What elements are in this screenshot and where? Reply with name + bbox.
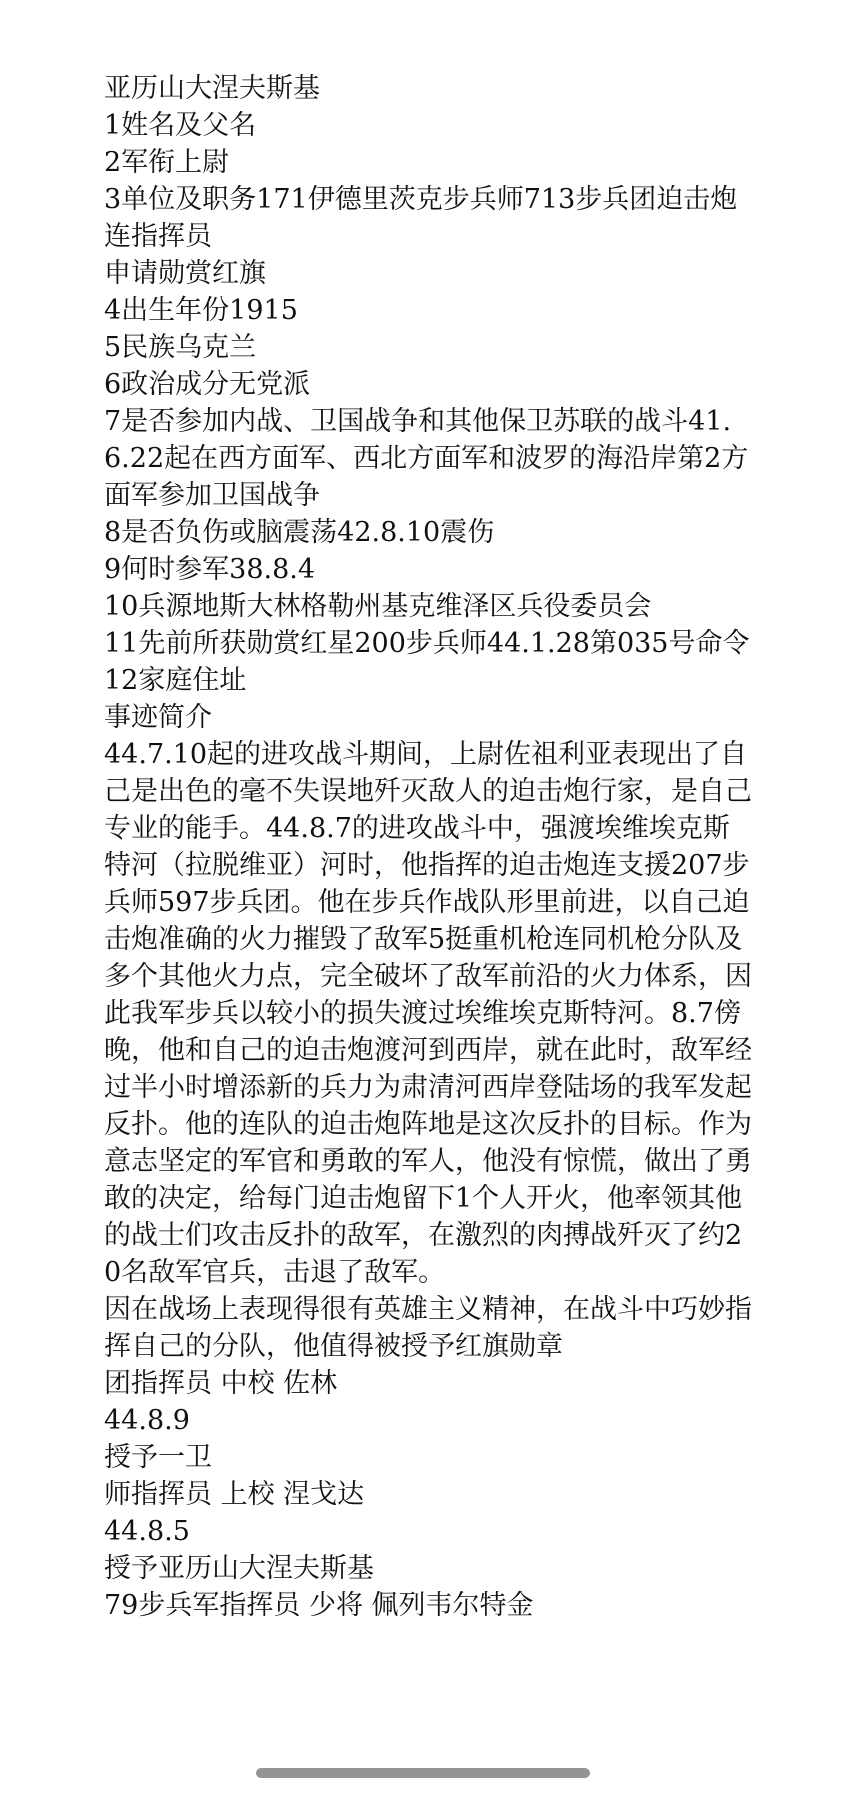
field-party: 6政治成分无党派 [104,369,311,400]
recommendation-conclusion: 因在战场上表现得很有英雄主义精神，在战斗中巧妙指挥自己的分队，他值得被授予红旗勋章 [104,1294,752,1362]
field-wounds: 8是否负伤或脑震荡42.8.10震伤 [104,517,495,548]
field-rank: 2军衔上尉 [104,147,230,178]
field-name-patronymic: 1姓名及父名 [104,110,257,141]
division-decision: 授予一卫 [104,1442,212,1473]
regiment-commander-signature: 团指挥员 中校 佐林 [104,1368,338,1399]
division-date: 44.8.5 [104,1516,190,1547]
field-previous-awards: 11先前所获勋赏红星200步兵师44.1.28第035号命令 [104,628,750,659]
field-enlistment-date: 9何时参军38.8.4 [104,554,316,585]
summary-paragraph: 44.7.10起的进攻战斗期间，上尉佐祖利亚表现出了自己是出色的毫不失误地歼灭敌人的迫击炮行家，是自己专业的能手。44.8.7的进攻战斗中，强渡埃维埃克斯特河（拉脱维亚）河时，他指挥的迫击炮连支援207步兵师597步兵团。他在步兵作战队形里前进，以自己迫击炮准确的火力摧毁了敌军5挺重机枪连同机枪分队及多个其他火力点，完全破坏了敌军前沿的火力体系，因此我军步兵以较小的损失渡过埃维埃克斯特河。8.7傍晚，他和自己的迫击炮渡河到西岸，就在此时，敌军经过半小时增添新的兵力为肃清河西岸登陆场的我军发起反扑。他的连队的迫击炮阵地是这次反扑的目标。作为意志坚定的军官和勇敢的军人，他没有惊慌，做出了勇敢的决定，给每门迫击炮留下1个人开火，他率领其他的战士们攻击反扑的敌军，在激烈的肉搏战歼灭了约20名敌军官兵，击退了敌军。 [104,739,752,1288]
regiment-date: 44.8.9 [104,1405,190,1436]
field-combat-service: 7是否参加内战、卫国战争和其他保卫苏联的战斗41.6.22起在西方面军、西北方面军和波罗的海沿岸第2方面军参加卫国战争 [104,406,749,511]
field-nationality: 5民族乌克兰 [104,332,257,363]
division-commander-signature: 师指挥员 上校 涅戈达 [104,1479,365,1510]
home-indicator-bar[interactable] [256,1768,590,1778]
field-birth-year: 4出生年份1915 [104,295,298,326]
header-award-name: 亚历山大涅夫斯基 [104,73,320,104]
field-draft-office: 10兵源地斯大林格勒州基克维泽区兵役委员会 [104,591,652,622]
field-requested-award: 申请勋赏红旗 [104,258,266,289]
section-heading-summary: 事迹简介 [104,702,212,733]
corps-decision: 授予亚历山大涅夫斯基 [104,1553,374,1584]
document-body [104,70,756,1624]
corps-commander-signature: 79步兵军指挥员 少将 佩列韦尔特金 [104,1590,534,1621]
field-unit-position: 3单位及职务171伊德里茨克步兵师713步兵团迫击炮连指挥员 [104,184,738,252]
field-home-address: 12家庭住址 [104,665,247,696]
